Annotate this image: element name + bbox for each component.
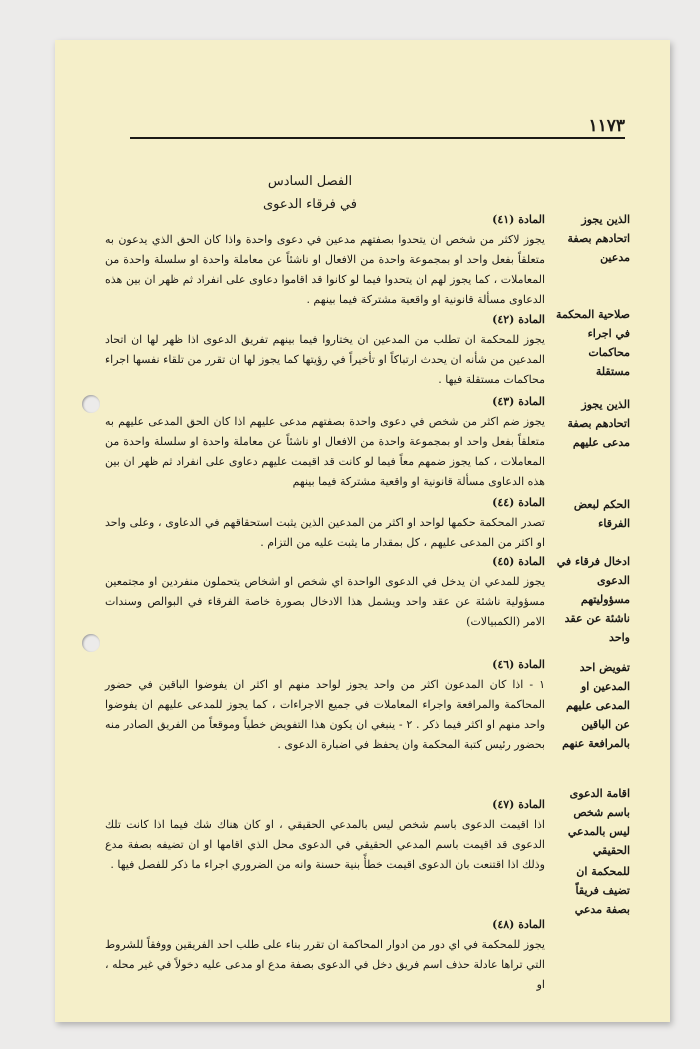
punch-hole [82, 395, 100, 413]
margin-note: الحكم لبعض الفرقاء [573, 498, 630, 530]
article-42 [105, 310, 545, 390]
page-number: ١١٧٣ [588, 116, 625, 136]
article-text: اذا اقيمت الدعوى باسم شخص ليس بالمدعي الحقيقي ، او كان هناك شك فيما اذا كانت تلك الدعوى قد اقيمت باسم المدعي الحقيقي في الدعوى محل الذي اقامها او ان تضيفه بصفة مدع وذلك اذا اقتنعت بان الدعوى اقيمت خطأً بنية حسنة وانه من الضروري اجراء ما ذكر للفصل فيها . [105, 818, 545, 871]
margin-note: اقامة الدعوى باسم شخص ليس بالمدعي الحقيقي [567, 787, 630, 857]
article-44 [105, 493, 545, 553]
article-heading: المادة (٤٤) [492, 496, 545, 509]
article-47 [105, 795, 545, 875]
margin-note: للمحكمة ان تضيف فريقاً بصفة مدعي [574, 865, 630, 916]
chapter-subtitle: في فرقاء الدعوى [262, 197, 358, 212]
article-heading: المادة (٤١) [492, 213, 545, 226]
article-text: يجوز للمدعي ان يدخل في الدعوى الواحدة اي شخص او اشخاص يتحملون منفردين او مجتمعين مسؤولية ناشئة عن عقد واحد ويشمل هذا الادخال بصورة خاصة الفرقاء في البوالص وسندات الامر (الكمبيالات) [105, 575, 545, 628]
article-heading: المادة (٤٣) [492, 395, 545, 408]
article-heading: المادة (٤٧) [492, 798, 545, 811]
article-heading: المادة (٤٥) [492, 555, 545, 568]
punch-hole [82, 634, 100, 652]
article-text: يجوز للمحكمة ان تطلب من المدعين ان يختاروا فيما بينهم تفريق الدعوى اذا ظهر لها ان اتحاد المدعين من شأنه ان يحدث ارتباكاً او تأخيراً في رؤيتها كما يجوز لها ان تقرر من تلقاء نفسها اجراء محاكمات مستقلة فيها . [105, 333, 545, 386]
header-rule [130, 137, 625, 139]
margin-note: الذين يجوز اتحادهم بصفة مدعى عليهم [567, 398, 630, 449]
margin-note: ادخال فرقاء في الدعوى مسؤوليتهم ناشئة عن عقد واحد [556, 555, 630, 644]
document-page [55, 40, 670, 1022]
article-46 [105, 655, 545, 755]
article-heading: المادة (٤٨) [492, 918, 545, 931]
article-45 [105, 552, 545, 632]
article-text: ١ - اذا كان المدعون اكثر من واحد يجوز لواحد منهم او اكثر ان يفوضوا الباقين في حضور المحاكمة والمرافعة واجراء المعاملات في جميع الاجراءات ، كما يجوز للمدعى عليهم ان يفوضوا واحد منهم او اكثر فيما ذكر . ٢ - ينبغي ان يكون هذا التفويض خطياً وموقعاً من الفريق الصادر منه بحضور رئيس كتبة المحكمة وان يحفظ في اضبارة الدعوى . [105, 678, 546, 751]
margin-note: تفويض احد المدعين او المدعى عليهم عن الباقين بالمرافعة عنهم [562, 661, 630, 750]
article-heading: المادة (٤٢) [492, 313, 545, 326]
article-48 [105, 915, 545, 995]
article-text: يجوز لاكثر من شخص ان يتحدوا بصفتهم مدعين في دعوى واحدة واذا كان الحق الذي يدعون به متعلقاً بفعل واحد او بمجموعة واحدة من الافعال او ناشئاً عن معاملة واحدة او سلسلة واحدة من المعاملات ، كما يجوز لهم ان يتحدوا فيما لو كانوا قد اقاموا دعاوى على انفراد ثم ظهر ان بين هذه الدعاوى مسألة قانونية او واقعية مشتركة فيما بينهم . [105, 233, 545, 306]
chapter-title: الفصل السادس [267, 174, 353, 189]
margin-note: صلاحية المحكمة في اجراء محاكمات مستقلة [556, 308, 630, 378]
article-heading: المادة (٤٦) [492, 658, 545, 671]
article-43 [105, 392, 545, 492]
article-text: يجوز ضم اكثر من شخص في دعوى واحدة بصفتهم مدعى عليهم اذا كان الحق المدعى عليهم به متعلقاً بفعل واحد او بمجموعة واحدة من الافعال او ناشئاً عن معاملة واحدة او سلسلة واحدة من المعاملات ، كما يجوز ضمهم معاً فيما لو كانت قد اقيمت عليهم دعاوى على انفراد ثم ظهر ان بين هذه الدعاوى مسألة قانونية او واقعية مشتركة فيما بينهم [105, 415, 545, 488]
margin-note: الذين يجوز اتحادهم بصفة مدعين [567, 213, 630, 264]
article-text: تصدر المحكمة حكمها لواحد او اكثر من المدعين الذين يثبت استحقاقهم في الدعاوى ، وعلى واحد او اكثر من المدعى عليهم ، كل بمقدار ما يثبت عليه من التزام . [105, 516, 545, 549]
article-text: يجوز للمحكمة في اي دور من ادوار المحاكمة ان تقرر بناء على طلب احد الفريقين ووفقاً للشروط التي تراها عادلة حذف اسم فريق دخل في الدعوى بصفة مدع او مدعى عليه دخولاً في غير محله ، او [105, 938, 545, 991]
article-41 [105, 210, 545, 310]
